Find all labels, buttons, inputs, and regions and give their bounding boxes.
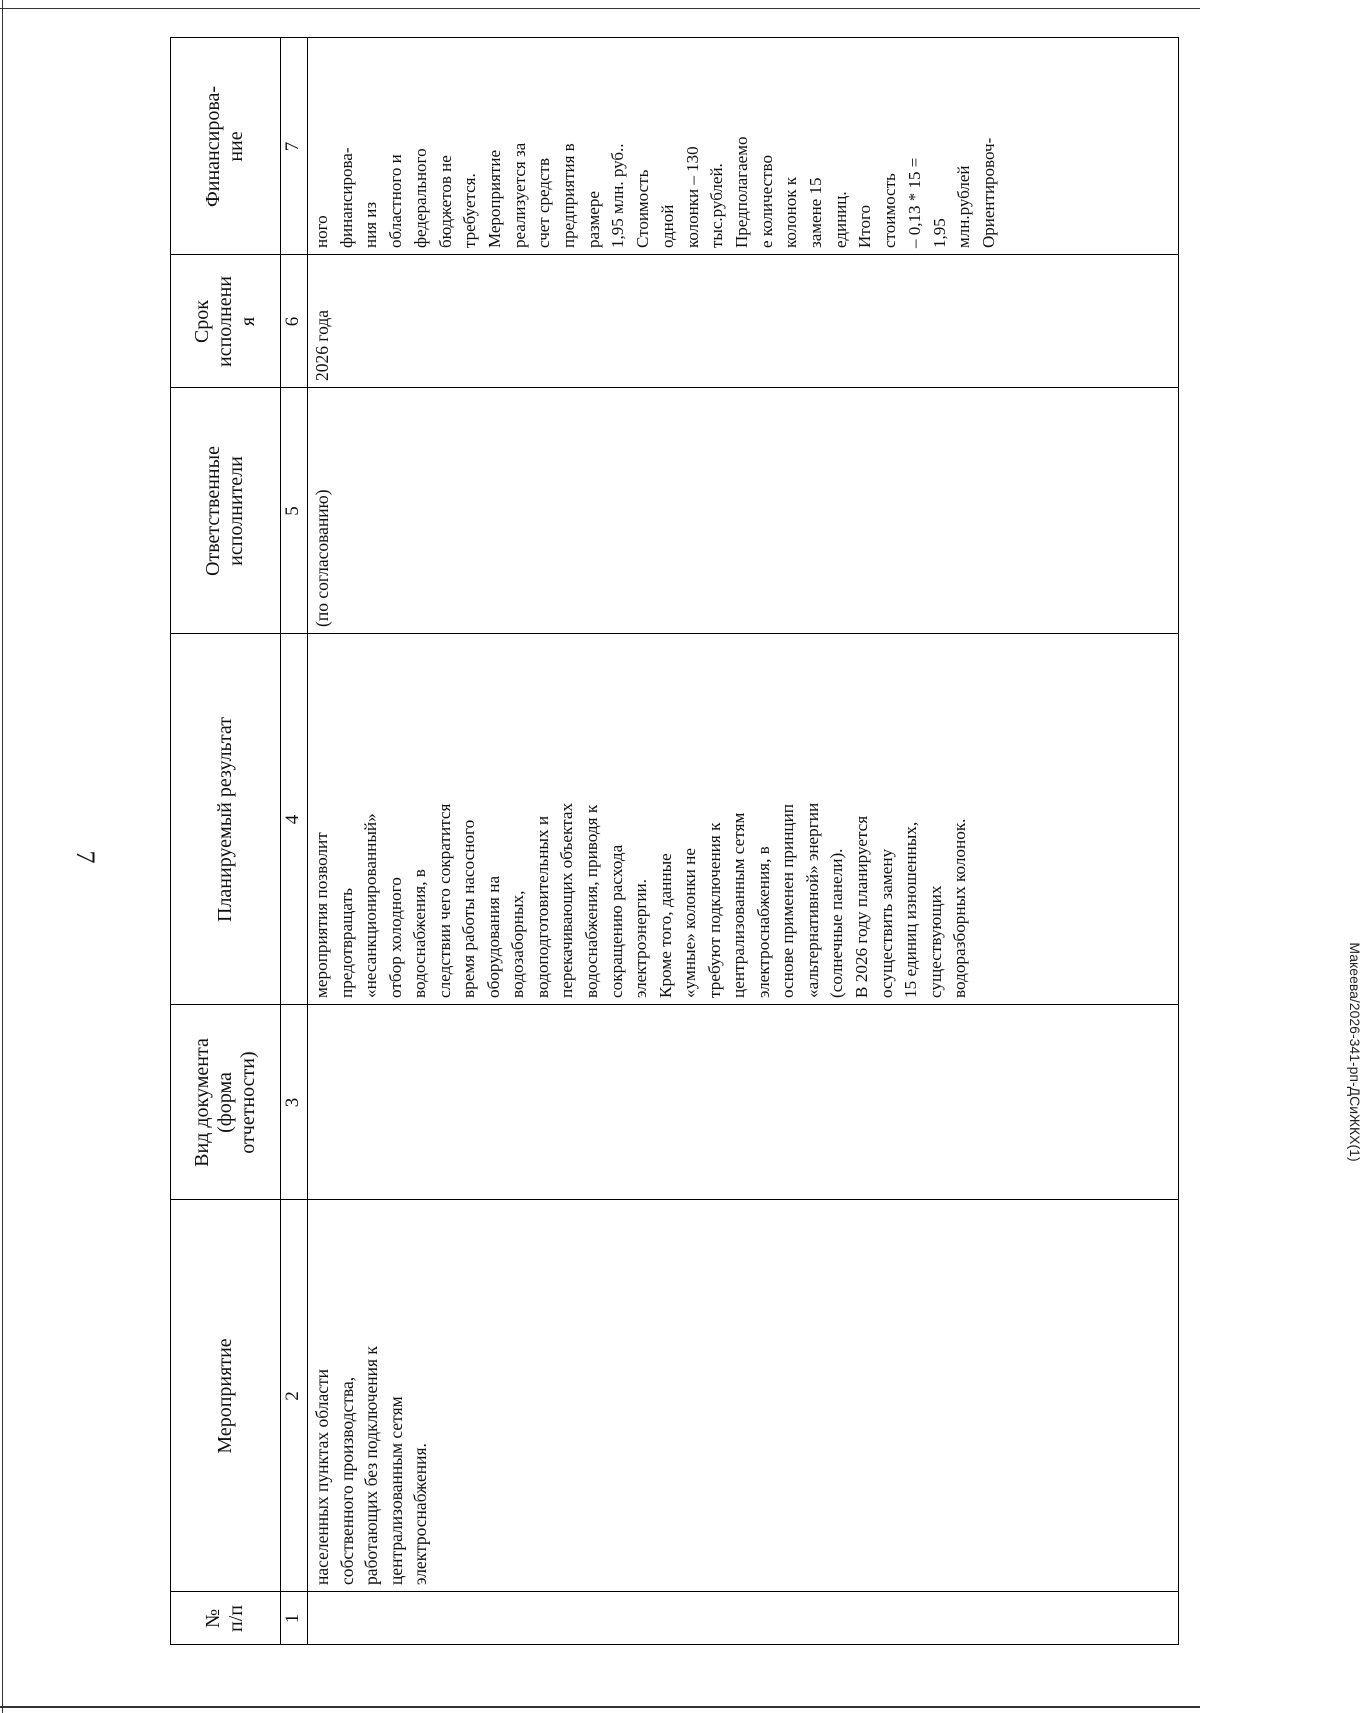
column-number-5: 5	[282, 506, 303, 516]
col-sep-1	[170, 1591, 1179, 1592]
header-number: № п/п	[202, 1605, 247, 1632]
table-left-border	[170, 1644, 1179, 1645]
left-border-line	[2, 0, 3, 1713]
table-bottom-border	[1178, 37, 1179, 1645]
footer-doc-code: Макеева/2026-341-рп-ДСиЖКХ(1)	[1347, 942, 1363, 1162]
column-number-4: 4	[282, 814, 303, 825]
column-number-1: 1	[282, 1613, 303, 1624]
cell-planned-result: мероприятия позволит предотвращать «несанкционированный» отбор холодного водоснабжения, в следствии чего сократится время работы насосного оборудования на водозаборных, водоподготовительных и перекачивающих объектах водоснабжения, приводя к сокращению расхода электроэнергии. Кроме того, данные «умные» колонки не требуют подключения к централизованным сетям электроснабжения, в основе применен принцип «альтернативной» энергии (солнечные панели). В 2026 году планируется осуществить замену 15 единиц изношенных, существующих водоразборных колонок.	[312, 802, 970, 998]
header-deadline: Срок исполнени я	[190, 276, 259, 367]
cell-deadline: 2026 года	[312, 309, 332, 381]
header-planned-result: Планируемый результат	[213, 717, 236, 922]
cell-responsible: (по согласованию)	[312, 489, 332, 627]
header-financing: Финансирова- ние	[202, 85, 247, 208]
column-number-3: 3	[282, 1097, 303, 1108]
column-number-6: 6	[282, 316, 303, 327]
column-number-7: 7	[282, 141, 303, 152]
measures-table	[170, 37, 1179, 1645]
header-responsible: Ответственные исполнители	[202, 446, 247, 576]
page-number: 7	[71, 850, 100, 864]
top-border-line	[0, 8, 1200, 9]
header-document-type: Вид документа (форма отчетности)	[190, 1038, 259, 1167]
cell-financing: ного финансирова- ния из областного и федерального бюджетов не требуется. Мероприятие реализуется за счет средств предприятия в размере 1,95 млн. руб.. Стоимость одной колонки – 130 тыс.рублей. Предполагаемо е количество колонок к замене 15 единиц. Итого стоимость – 0,13 * 15 = 1,95 млн.рублей Ориентировоч-	[312, 136, 998, 248]
bottom-border-line	[0, 1706, 1200, 1708]
header-measure: Мероприятие	[213, 1338, 236, 1454]
cell-measure: населенных пунктах области собственного производства, работающих без подключения к централизованным сетям электроснабжения.	[312, 1346, 431, 1585]
column-numbers-bottom-line	[307, 37, 308, 1645]
column-number-2: 2	[282, 1391, 303, 1401]
col-sep-3	[170, 1004, 1179, 1005]
